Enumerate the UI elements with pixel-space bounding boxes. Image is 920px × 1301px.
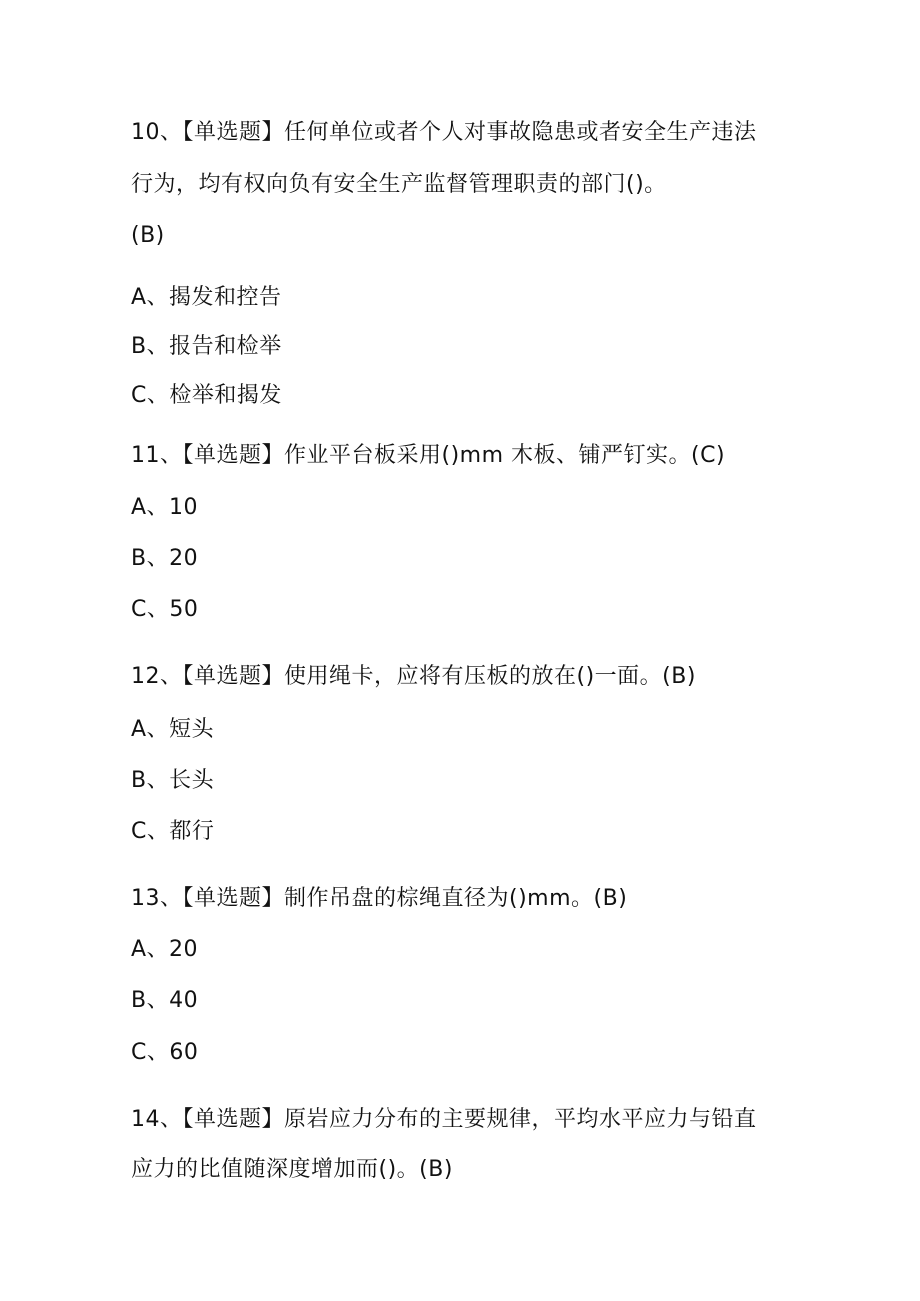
- question-10-stem-line-2: 行为，均有权向负有安全生产监督管理职责的部门()。: [131, 172, 667, 197]
- question-13-option-a: A、20: [131, 937, 199, 962]
- question-12-option-b: B、长头: [131, 768, 215, 793]
- question-13-stem: 13、【单选题】制作吊盘的棕绳直径为()mm。(B): [131, 886, 628, 911]
- question-14-stem-line-1: 14、【单选题】原岩应力分布的主要规律，平均水平应力与铅直: [131, 1107, 757, 1132]
- question-10-option-b: B、报告和检举: [131, 334, 282, 359]
- question-11-option-a: A、10: [131, 495, 199, 520]
- question-10-option-c: C、检举和揭发: [131, 383, 282, 408]
- question-12-option-c: C、都行: [131, 819, 215, 844]
- question-12-stem: 12、【单选题】使用绳卡，应将有压板的放在()一面。(B): [131, 664, 696, 689]
- question-10-stem-line-1: 10、【单选题】任何单位或者个人对事故隐患或者安全生产违法: [131, 120, 757, 145]
- question-11-option-b: B、20: [131, 546, 199, 571]
- question-13-option-b: B、40: [131, 988, 199, 1013]
- question-10-answer: (B): [131, 223, 165, 248]
- question-10-option-a: A、揭发和控告: [131, 285, 282, 310]
- question-13-option-c: C、60: [131, 1040, 199, 1065]
- question-12-option-a: A、短头: [131, 717, 215, 742]
- question-11-option-c: C、50: [131, 597, 199, 622]
- question-14-stem-line-2: 应力的比值随深度增加而()。(B): [131, 1157, 453, 1182]
- question-11-stem: 11、【单选题】作业平台板采用()mm 木板、铺严钉实。(C): [131, 443, 726, 468]
